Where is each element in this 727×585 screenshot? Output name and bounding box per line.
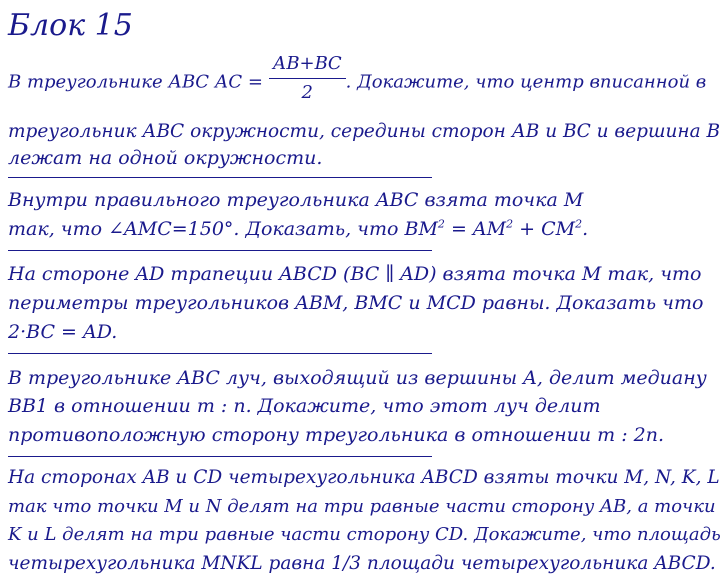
fraction-numerator: АВ+ВС xyxy=(269,50,346,79)
superscript: 2 xyxy=(437,217,445,231)
problem-2-line-2 xyxy=(8,215,588,244)
problem-1-line-3: лежат на одной окружности. xyxy=(8,147,323,169)
problem-5-line-4: четырехугольника MNKL равна 1/3 площади четырехугольника ABCD. xyxy=(8,553,716,574)
problem-4-line-3: противоположную сторону треугольника в отношении m : 2n. xyxy=(8,424,665,446)
problem-5-line-1: На сторонах AB и CD четырехугольника ABCD взяты точки M, N, K, L xyxy=(8,467,720,488)
problem-1-line-2: треугольник АВС окружности, середины сторон АВ и ВС и вершина В xyxy=(8,121,721,142)
divider xyxy=(8,177,432,178)
problem-3-line-3: 2·BC = AD. xyxy=(8,321,118,343)
divider xyxy=(8,456,432,457)
divider xyxy=(8,353,432,354)
problem-1-text-post: . Докажите, что центр вписанной в xyxy=(345,71,707,93)
fraction xyxy=(269,50,346,107)
superscript: 2 xyxy=(575,217,583,231)
problem-2-text: . xyxy=(582,218,589,240)
problem-2-line-1: Внутри правильного треугольника ABC взята точка M xyxy=(8,189,584,211)
fraction-denominator: 2 xyxy=(301,82,313,103)
problem-2-text: AMC=150°. Доказать, что BM xyxy=(124,218,438,240)
problem-1-text-pre: В треугольнике АВС АС = xyxy=(8,71,269,93)
problem-5-line-3: K и L делят на три равные части сторону CD. Докажите, что площадь xyxy=(8,524,721,545)
problem-2-text: = AM xyxy=(444,218,507,240)
problem-4-line-2: BB1 в отношении m : n. Докажите, что этот луч делит xyxy=(8,395,601,417)
problem-4-line-1: В треугольнике ABC луч, выходящий из вершины A, делит медиану xyxy=(8,367,707,389)
problem-3-line-2: периметры треугольников ABM, BMC и MCD равны. Доказать что xyxy=(8,292,704,314)
problem-3-line-1: На стороне AD трапеции ABCD (BC ∥ AD) взята точка M так, что xyxy=(8,263,702,285)
problem-2-text: + CM xyxy=(513,218,576,240)
problem-2-text: так, что xyxy=(8,218,109,240)
page-title: Блок 15 xyxy=(8,8,133,43)
superscript: 2 xyxy=(506,217,514,231)
angle-icon: ∠ xyxy=(108,218,125,240)
problem-5-line-2: так что точки M и N делят на три равные части сторону AB, а точки xyxy=(8,496,716,517)
problem-1-line-1 xyxy=(8,54,706,111)
divider xyxy=(8,250,432,251)
